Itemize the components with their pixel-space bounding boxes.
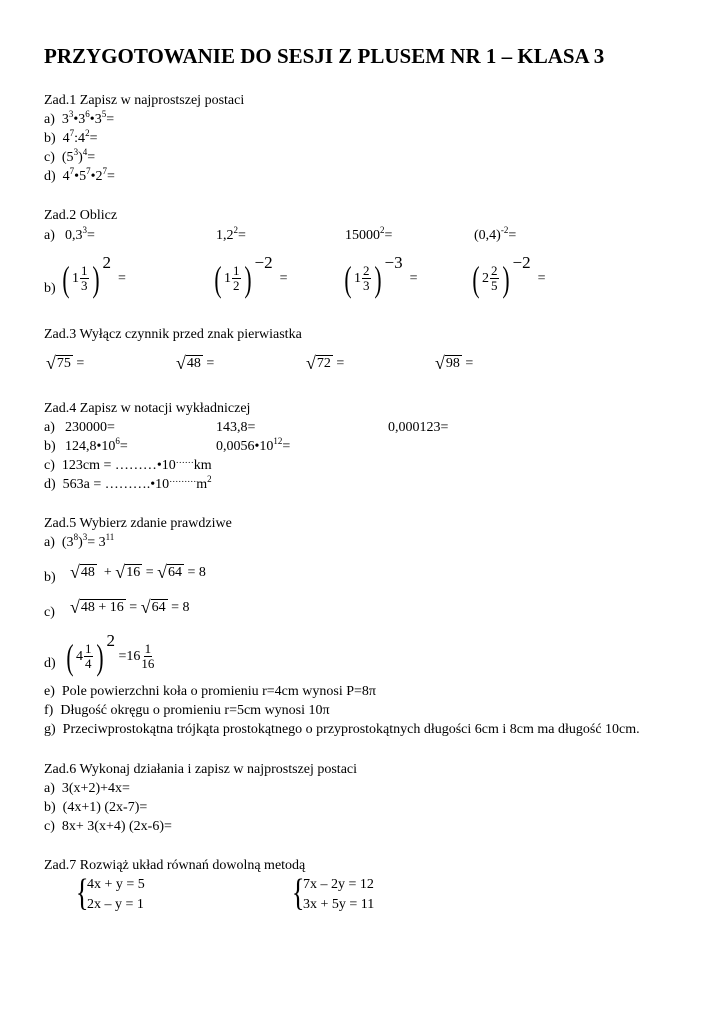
task-4-a-2: 143,8= — [216, 420, 256, 435]
task-5-item-a: a) $(3^8)^3= 3^{11}$ — [44, 532, 115, 550]
task-5-expr-c: √48 + 16 = √64 = 8 — [70, 597, 190, 617]
task-4-item-c: c) 123cm = ………•10……km — [44, 455, 212, 473]
task-5-item-e: e) Pole powierzchni koła o promieniu r=4cm wynosi P=8π — [44, 684, 376, 699]
task-3-item-1: √75 = — [46, 353, 85, 373]
task-3-item-2: √48 = — [176, 353, 215, 373]
task-1-item-b: b) $4^7:4^2=$ — [44, 128, 98, 146]
task-2-b-2: ( 1 $\frac{1}{2}$ ) −2 = — [214, 253, 288, 299]
task-1-item-d: d) $4^7•5^7•2^7=$ — [44, 166, 115, 184]
task-5-label-b: b) — [44, 570, 56, 585]
task-4-item-d: d) $563a = \dots\dots\dots.•10^{\dots\dots\dots}m^2$ — [44, 474, 212, 492]
task-3-item-3: √72 = — [306, 353, 345, 373]
task-2-b-4: ( 2 $\frac{2}{5}$ ) −2 = — [472, 253, 546, 299]
task-2-heading: Zad.2 Oblicz — [44, 208, 118, 223]
task-7-heading: Zad.7 Rozwiąż układ równań dowolną metodą — [44, 858, 306, 873]
task-4-a-3: 0,000123= — [388, 420, 449, 435]
task-2-label-a: a) — [44, 228, 55, 243]
task-2-b-1: ( 1 $\frac{1}{3}$ ) 2 = — [62, 253, 126, 299]
task-2-label-b: b) — [44, 281, 56, 296]
task-5-label-d: d) — [44, 656, 56, 671]
task-1-item-c: c) $(5^3)^4=$ — [44, 147, 96, 165]
item-label: a) — [44, 112, 55, 127]
task-5-item-f: f) Długość okręgu o promieniu r=5cm wynosi 10π — [44, 703, 330, 718]
system-1-eq-2: 2x – y = 1 — [87, 897, 144, 912]
task-2-a-2: $1,2^2=$ — [216, 225, 246, 243]
task-1-heading: Zad.1 Zapisz w najprostszej postaci — [44, 93, 245, 108]
task-4-b-1: $124,8•10^6=$ — [65, 436, 128, 454]
task-1-item-a: a) $3^3•3^6•3^5=$ — [44, 109, 115, 127]
system-2-eq-1: 7x – 2y = 12 — [303, 877, 374, 892]
task-2-a-4: $(0,4)^{-2}=$ — [474, 225, 517, 243]
system-2-brace: { — [291, 872, 305, 914]
task-5-heading: Zad.5 Wybierz zdanie prawdziwe — [44, 516, 232, 531]
task-5-label-c: c) — [44, 605, 55, 620]
task-4-label-b: b) — [44, 439, 56, 454]
task-6-item-b: b) (4x+1) (2x-7)= — [44, 800, 148, 815]
task-2-a-3: $15000^2=$ — [345, 225, 393, 243]
task-2-a-1: $0,3^3=$ — [65, 225, 95, 243]
task-3-heading: Zad.3 Wyłącz czynnik przed znak pierwiastka — [44, 327, 302, 342]
task-6-item-a: a) 3(x+2)+4x= — [44, 781, 130, 796]
system-1-eq-1: 4x + y = 5 — [87, 877, 145, 892]
task-5-expr-b: √48 + √16 = √64 = 8 — [70, 562, 206, 582]
task-6-item-c: c) 8x+ 3(x+4) (2x-6)= — [44, 819, 172, 834]
task-5-item-g: g) Przeciwprostokątna trójkąta prostokątnego o przyprostokątnych długości 6cm i 8cm ma długość 10cm. — [44, 722, 640, 737]
task-3-item-4: √98 = — [435, 353, 474, 373]
task-4-b-2: $0,0056•10^{12}=$ — [216, 436, 291, 454]
system-1-brace: { — [75, 872, 89, 914]
task-4-label-a: a) — [44, 420, 55, 435]
task-5-expr-d: ( 4 $\frac{1}{4}$ ) 2 =16 $\frac{1}{16}$ — [66, 631, 155, 677]
task-4-a-1: 230000= — [65, 420, 115, 435]
task-4-heading: Zad.4 Zapisz w notacji wykładniczej — [44, 401, 251, 416]
system-2-eq-2: 3x + 5y = 11 — [303, 897, 375, 912]
task-6-heading: Zad.6 Wykonaj działania i zapisz w najprostszej postaci — [44, 762, 358, 777]
task-2-b-3: ( 1 $\frac{2}{3}$ ) −3 = — [344, 253, 418, 299]
page-title: PRZYGOTOWANIE DO SESJI Z PLUSEM NR 1 – KLASA 3 — [44, 44, 605, 68]
